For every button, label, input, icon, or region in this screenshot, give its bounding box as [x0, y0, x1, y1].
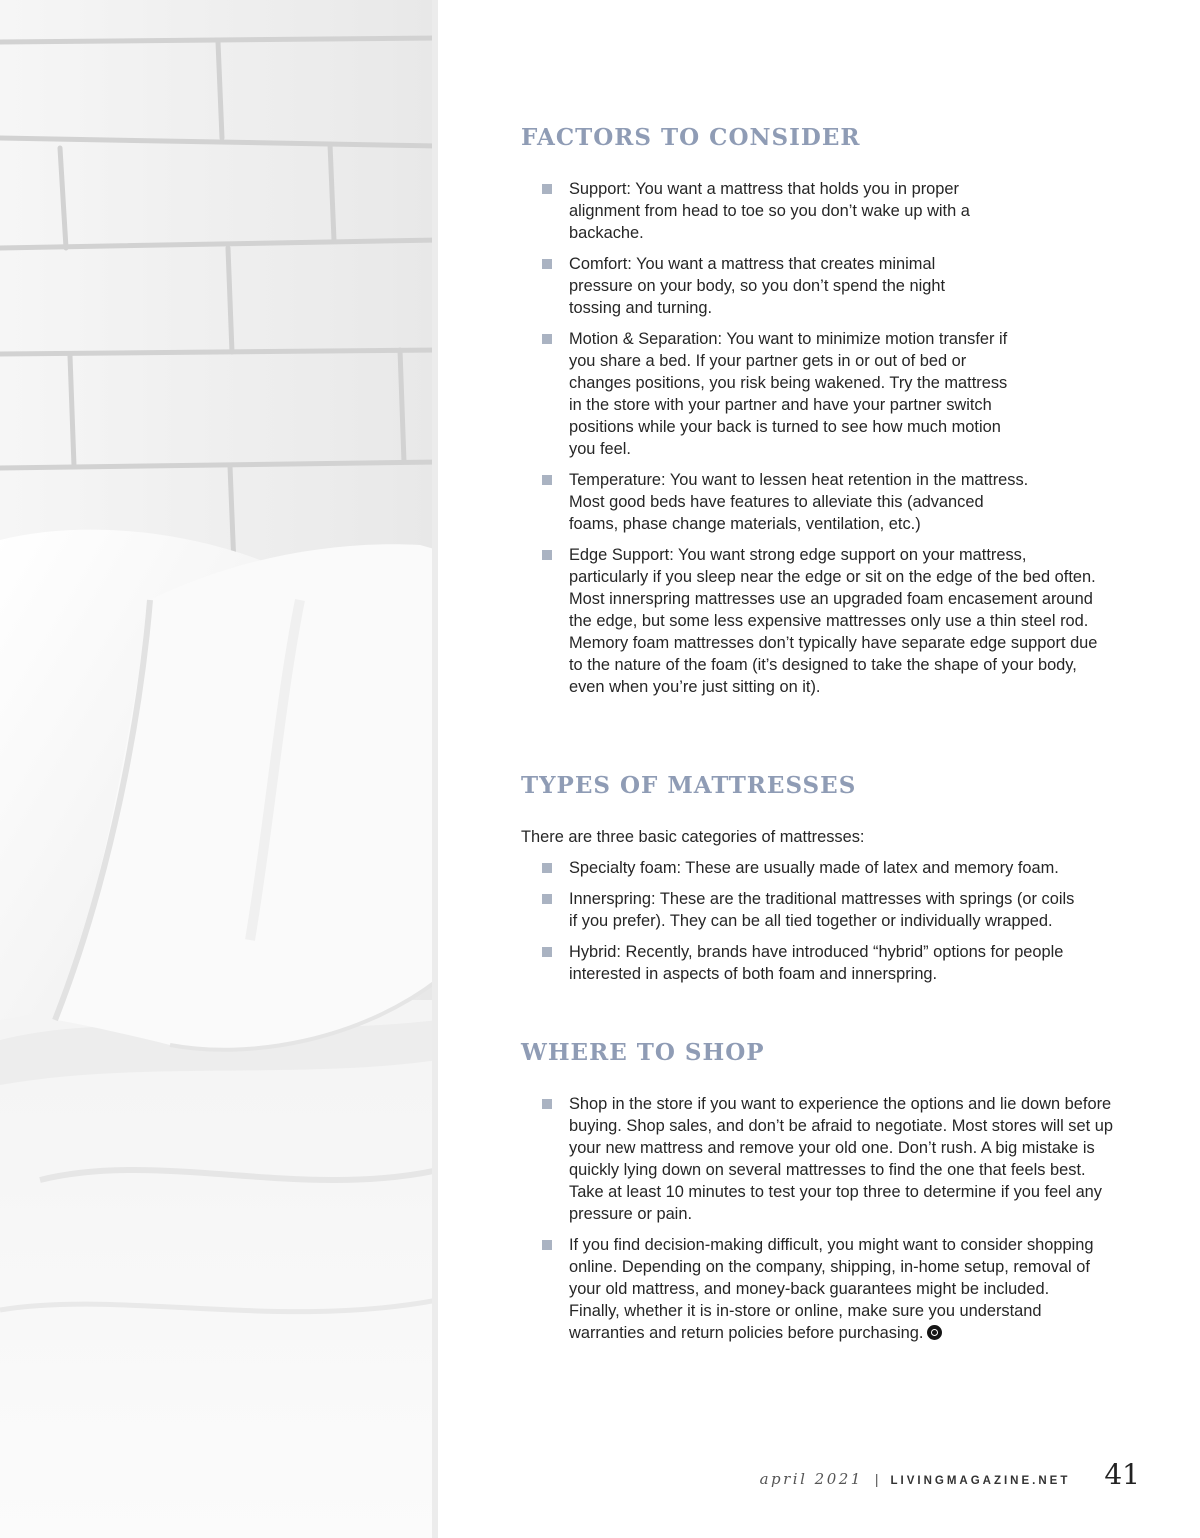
list-item: [521, 178, 1009, 244]
types-intro: There are three basic categories of mattresses:: [521, 828, 865, 846]
bullet-square-icon: [542, 259, 552, 269]
bullet-square-icon: [542, 475, 552, 485]
living-magazine-end-icon: [927, 1325, 942, 1340]
types-list: [521, 857, 1121, 994]
bullet-square-icon: [542, 184, 552, 194]
list-item: [521, 544, 1109, 698]
list-item-text: Temperature: You want to lessen heat retention in the mattress. Most good beds have features to alleviate this (advanced foams, phase change materials, ventilation, etc.): [569, 471, 1029, 533]
list-item: [521, 941, 1099, 985]
list-item-text: Comfort: You want a mattress that creates minimal pressure on your body, so you don’t spend the night tossing and turning.: [569, 255, 946, 317]
types-heading: TYPES OF MATTRESSES: [521, 772, 857, 799]
list-item: [521, 888, 1079, 932]
list-item-text: Specialty foam: These are usually made of latex and memory foam.: [569, 859, 1059, 877]
website-link[interactable]: LIVINGMAGAZINE.NET: [890, 1475, 1071, 1487]
list-item-text: Innerspring: These are the traditional mattresses with springs (or coils if you prefer). They can be all tied together or individually wrapped.: [569, 890, 1075, 930]
factors-heading: FACTORS TO CONSIDER: [521, 124, 861, 151]
list-item-text: Shop in the store if you want to experience the options and lie down before buying. Shop sales, and don’t be afraid to negotiate. Most stores will set up your new mattress and remove your old one. Don’t rush. A big mistake is quickly lying down on several mattresses to find the one that feels best. Take at least 10 minutes to test your top three to determine if you feel any pressure or pain.: [569, 1095, 1113, 1223]
page-number: 41: [1104, 1458, 1140, 1491]
list-item: [521, 1234, 1104, 1344]
bedroom-photo: [0, 0, 438, 1538]
bullet-square-icon: [542, 947, 552, 957]
list-item: [521, 1093, 1114, 1225]
bullet-square-icon: [542, 863, 552, 873]
list-item-text: If you find decision-making difficult, you might want to consider shopping online. Depending on the company, shipping, in-home setup, removal of your old mattress, and money-back guarantees might be included. Finally, whether it is in-store or online, make sure you understand warranties and return policies before purchasing.: [569, 1236, 1094, 1342]
bullet-square-icon: [542, 1240, 552, 1250]
list-item-text: Motion & Separation: You want to minimize motion transfer if you share a bed. If your partner gets in or out of bed or changes positions, you risk being wakened. Try the mattress in the store with your partner and have your partner switch positions while your back is turned to see how much motion you feel.: [569, 330, 1008, 458]
list-item-text: Support: You want a mattress that holds you in proper alignment from head to toe so you don’t wake up with a backache.: [569, 180, 970, 242]
list-item-text: Hybrid: Recently, brands have introduced “hybrid” options for people interested in aspects of both foam and innerspring.: [569, 943, 1064, 983]
list-item: [521, 469, 1029, 535]
list-item: [521, 857, 1169, 879]
factors-list: [521, 178, 1121, 707]
shop-heading: WHERE TO SHOP: [521, 1039, 765, 1066]
list-item: [521, 253, 999, 319]
shop-list: [521, 1093, 1121, 1353]
page-footer: [760, 1458, 1140, 1494]
issue-date: april 2021: [759, 1470, 863, 1488]
list-item-text: Edge Support: You want strong edge support on your mattress, particularly if you sleep near the edge or sit on the edge of the bed often. Most innerspring mattresses use an upgraded foam encasement around the edge, but some less expensive mattresses only use a thin steel rod. Memory foam mattresses don’t typically have separate edge support due to the nature of the foam (it’s designed to take the shape of your body, even when you’re just sitting on it).: [569, 546, 1098, 696]
footer-separator: |: [874, 1471, 879, 1487]
bullet-square-icon: [542, 334, 552, 344]
list-item: [521, 328, 1009, 460]
bullet-square-icon: [542, 550, 552, 560]
bullet-square-icon: [542, 1099, 552, 1109]
bullet-square-icon: [542, 894, 552, 904]
